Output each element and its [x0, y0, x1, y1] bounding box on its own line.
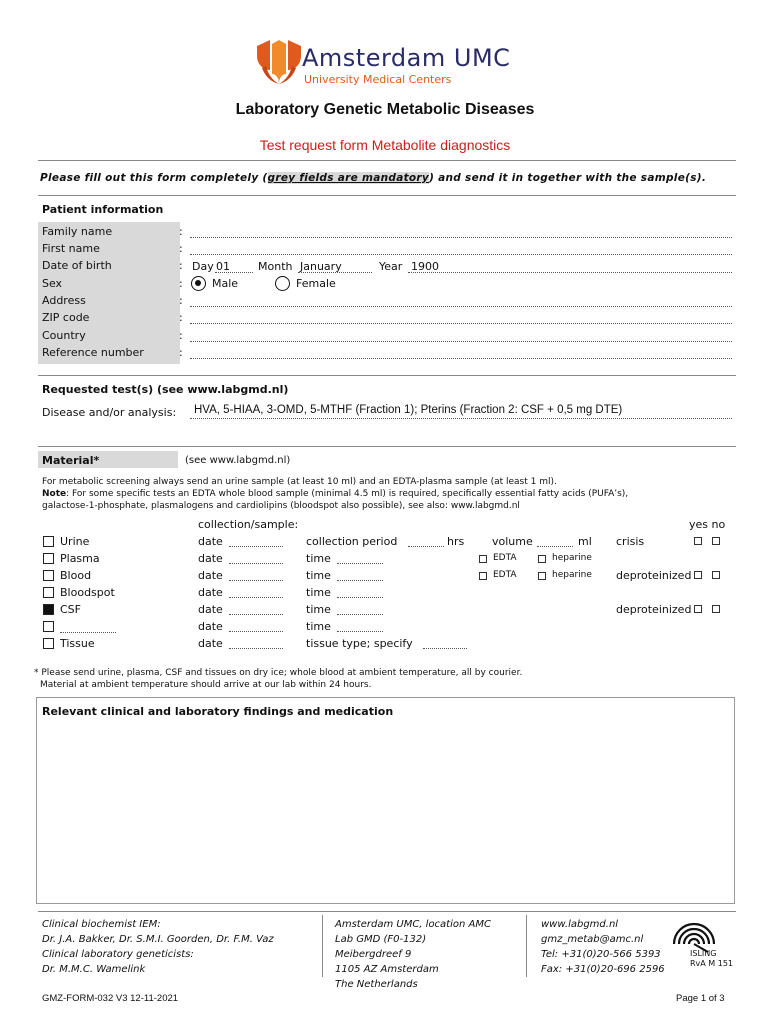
- urine-checkbox[interactable]: [43, 536, 54, 547]
- blood-checkbox[interactable]: [43, 570, 54, 581]
- tissue-date-field[interactable]: [229, 648, 283, 649]
- accreditation-logo: [668, 914, 734, 976]
- instructions-pre: Please fill out this form completely (: [40, 172, 268, 184]
- blood-deprot-yes-checkbox[interactable]: [694, 571, 702, 579]
- material-plasma: Plasma: [60, 552, 100, 565]
- ml-label: ml: [578, 535, 592, 548]
- label-family-name: Family name: [42, 225, 113, 238]
- heparine-label: heparine: [552, 570, 592, 580]
- page-subtitle: Test request form Metabolite diagnostics: [259, 137, 511, 153]
- requested-line: [190, 418, 732, 419]
- volume-label: volume: [492, 535, 533, 548]
- divider: [38, 375, 736, 376]
- family-name-field[interactable]: [190, 237, 732, 238]
- label-sex: Sex: [42, 277, 63, 290]
- material-heading: Material*: [42, 454, 100, 467]
- collection-period-field[interactable]: [408, 546, 444, 547]
- time-label: time: [306, 569, 331, 582]
- website-link[interactable]: www.labgmd.nl: [541, 919, 619, 930]
- accreditation-text-1: ISLING: [690, 949, 717, 958]
- footer-address-line: 1105 AZ Amsterdam: [335, 964, 439, 975]
- csf-checkbox[interactable]: [43, 604, 54, 615]
- dob-month-line: [298, 272, 372, 273]
- fax-text: Fax: +31(0)20-696 2596: [541, 964, 665, 975]
- material-footnote-2: Material at ambient temperature should arrive at our lab within 24 hours.: [40, 680, 372, 690]
- amc-logo: [254, 40, 304, 86]
- collection-header: collection/sample:: [198, 518, 299, 531]
- time-label: time: [306, 603, 331, 616]
- bloodspot-checkbox[interactable]: [43, 587, 54, 598]
- tissue-type-label: tissue type; specify: [306, 637, 413, 650]
- footer-staff-line: Dr. M.M.C. Wamelink: [42, 964, 146, 975]
- material-urine: Urine: [60, 535, 90, 548]
- requested-value[interactable]: HVA, 5-HIAA, 3-OMD, 5-MTHF (Fraction 1); Pterins (Fraction 2: CSF + 0,5 mg DTE): [194, 404, 623, 416]
- date-label: date: [198, 637, 223, 650]
- address-field[interactable]: [190, 306, 732, 307]
- time-label: time: [306, 552, 331, 565]
- heparine-label: heparine: [552, 553, 592, 563]
- divider: [38, 446, 736, 447]
- blood-date-field[interactable]: [229, 580, 283, 581]
- page-title: Laboratory Genetic Metabolic Diseases: [235, 101, 535, 118]
- tulip-logo-icon: [254, 40, 304, 86]
- material-blood: Blood: [60, 569, 92, 582]
- deproteinized-label: deproteinized: [616, 603, 692, 616]
- date-label: date: [198, 569, 223, 582]
- plasma-heparine-checkbox[interactable]: [538, 555, 546, 563]
- crisis-label: crisis: [616, 535, 645, 548]
- footer-divider: [38, 911, 736, 912]
- footer-address: [335, 917, 491, 992]
- csf-deprot-yes-checkbox[interactable]: [694, 605, 702, 613]
- dob-month-label: Month: [258, 260, 293, 273]
- volume-field[interactable]: [537, 546, 573, 547]
- female-radio[interactable]: [275, 276, 290, 291]
- footer-address-line: Lab GMD (F0-132): [335, 934, 427, 945]
- mandatory-highlight: grey fields are mandatory: [267, 172, 430, 184]
- footer-address-line: The Netherlands: [335, 979, 418, 990]
- colon: :: [179, 311, 183, 324]
- clinical-heading: Relevant clinical and laboratory findings and medication: [42, 705, 394, 718]
- colon: :: [179, 242, 183, 255]
- csf-date-field[interactable]: [229, 614, 283, 615]
- label-date-of-birth: Date of birth: [42, 259, 112, 272]
- first-name-field[interactable]: [190, 254, 732, 255]
- label-reference-number: Reference number: [42, 346, 144, 359]
- dob-day-line: [215, 272, 253, 273]
- label-address: Address: [42, 294, 86, 307]
- material-bloodspot: Bloodspot: [60, 586, 115, 599]
- plasma-date-field[interactable]: [229, 563, 283, 564]
- label-zip: ZIP code: [42, 311, 90, 324]
- date-label: date: [198, 603, 223, 616]
- brand-name: Amsterdam UMC: [302, 44, 511, 72]
- footer-address-line: Meibergdreef 9: [335, 949, 412, 960]
- time-label: time: [306, 586, 331, 599]
- other-material-field[interactable]: [60, 632, 116, 633]
- brand-subtitle: University Medical Centers: [304, 73, 452, 86]
- material-see: (see www.labgmd.nl): [185, 455, 291, 466]
- note-text: : For some specific tests an EDTA whole blood sample (minimal 4.5 ml) is required, specifically essential fatty acids (PUFA’s),: [66, 489, 629, 499]
- hrs-label: hrs: [447, 535, 465, 548]
- collection-period-label: collection period: [306, 535, 398, 548]
- other-time-field[interactable]: [337, 631, 383, 632]
- material-note-3: galactose-1-phosphate, plasmalogens and cardiolipins (bloodspot also possible), see also: www.labgmd.nl: [42, 501, 520, 511]
- blood-deprot-no-checkbox[interactable]: [712, 571, 720, 579]
- colon: :: [179, 329, 183, 342]
- colon: :: [179, 225, 183, 238]
- crisis-no-checkbox[interactable]: [712, 537, 720, 545]
- other-date-field[interactable]: [229, 631, 283, 632]
- phone-text: Tel: +31(0)20-566 5393: [541, 949, 661, 960]
- dob-year-label: Year: [379, 260, 403, 273]
- colon: :: [179, 294, 183, 307]
- label-first-name: First name: [42, 242, 100, 255]
- bloodspot-time-field[interactable]: [337, 597, 383, 598]
- colon: :: [179, 346, 183, 359]
- country-field[interactable]: [190, 341, 732, 342]
- date-label: date: [198, 552, 223, 565]
- note-bold: Note: [42, 489, 67, 499]
- footer-staff-line: Dr. J.A. Bakker, Dr. S.M.I. Goorden, Dr. F.M. Vaz: [42, 934, 274, 945]
- date-label: date: [198, 620, 223, 633]
- male-radio[interactable]: [191, 276, 206, 291]
- time-label: time: [306, 620, 331, 633]
- dob-day-label: Day: [192, 260, 214, 273]
- page-number: Page 1 of 3: [676, 993, 725, 1004]
- reference-number-field[interactable]: [190, 358, 732, 359]
- footer-col-divider: [526, 915, 527, 977]
- footer-address-line: Amsterdam UMC, location AMC: [335, 919, 491, 930]
- accreditation-icon: [668, 914, 720, 954]
- csf-time-field[interactable]: [337, 614, 383, 615]
- requested-label: Disease and/or analysis:: [42, 406, 177, 419]
- footer-contact: [541, 917, 665, 977]
- plasma-time-field[interactable]: [337, 563, 383, 564]
- date-label: date: [198, 535, 223, 548]
- colon: :: [179, 277, 183, 290]
- male-label: Male: [212, 277, 239, 290]
- material-tissue: Tissue: [60, 637, 95, 650]
- material-note-2: [42, 489, 628, 499]
- date-label: date: [198, 586, 223, 599]
- material-footnote-1: * Please send urine, plasma, CSF and tissues on dry ice; whole blood at ambient temperature, all by courier.: [34, 668, 523, 678]
- crisis-yes-checkbox[interactable]: [694, 537, 702, 545]
- footer-col-divider: [322, 915, 323, 977]
- clinical-findings-box[interactable]: [36, 697, 735, 904]
- bloodspot-date-field[interactable]: [229, 597, 283, 598]
- yes-no-header: yes no: [689, 518, 726, 531]
- instructions-post: ) and send it in together with the sample(s).: [429, 172, 707, 184]
- patient-heading: Patient information: [42, 203, 164, 216]
- blood-edta-checkbox[interactable]: [479, 572, 487, 580]
- email-link[interactable]: gmz_metab@amc.nl: [541, 934, 644, 945]
- csf-deprot-no-checkbox[interactable]: [712, 605, 720, 613]
- tissue-checkbox[interactable]: [43, 638, 54, 649]
- other-checkbox[interactable]: [43, 621, 54, 632]
- edta-label: EDTA: [493, 553, 517, 563]
- dob-month-value[interactable]: January: [300, 260, 342, 273]
- dob-day-value[interactable]: 01: [216, 260, 230, 273]
- deproteinized-label: deproteinized: [616, 569, 692, 582]
- requested-heading: Requested test(s) (see www.labgmd.nl): [42, 383, 289, 396]
- colon: :: [179, 259, 183, 272]
- instructions: [40, 172, 706, 184]
- label-country: Country: [42, 329, 86, 342]
- dob-year-value[interactable]: 1900: [411, 260, 439, 273]
- footer-staff: [42, 917, 274, 977]
- female-label: Female: [296, 277, 336, 290]
- footer-staff-line: Clinical laboratory geneticists:: [42, 949, 194, 960]
- form-id: GMZ-FORM-032 V3 12-11-2021: [42, 993, 179, 1004]
- blood-heparine-checkbox[interactable]: [538, 572, 546, 580]
- footer-staff-line: Clinical biochemist IEM:: [42, 919, 161, 930]
- blood-time-field[interactable]: [337, 580, 383, 581]
- material-csf: CSF: [60, 603, 81, 616]
- zip-field[interactable]: [190, 323, 732, 324]
- divider: [38, 160, 736, 161]
- plasma-edta-checkbox[interactable]: [479, 555, 487, 563]
- tissue-type-field[interactable]: [423, 648, 467, 649]
- dob-year-line: [408, 272, 732, 273]
- divider: [38, 195, 736, 196]
- plasma-checkbox[interactable]: [43, 553, 54, 564]
- edta-label: EDTA: [493, 570, 517, 580]
- material-note-1: For metabolic screening always send an urine sample (at least 10 ml) and an EDTA-plasma sample (at least 1 ml).: [42, 477, 557, 487]
- accreditation-text-2: RvA M 151: [690, 959, 734, 968]
- urine-date-field[interactable]: [229, 546, 283, 547]
